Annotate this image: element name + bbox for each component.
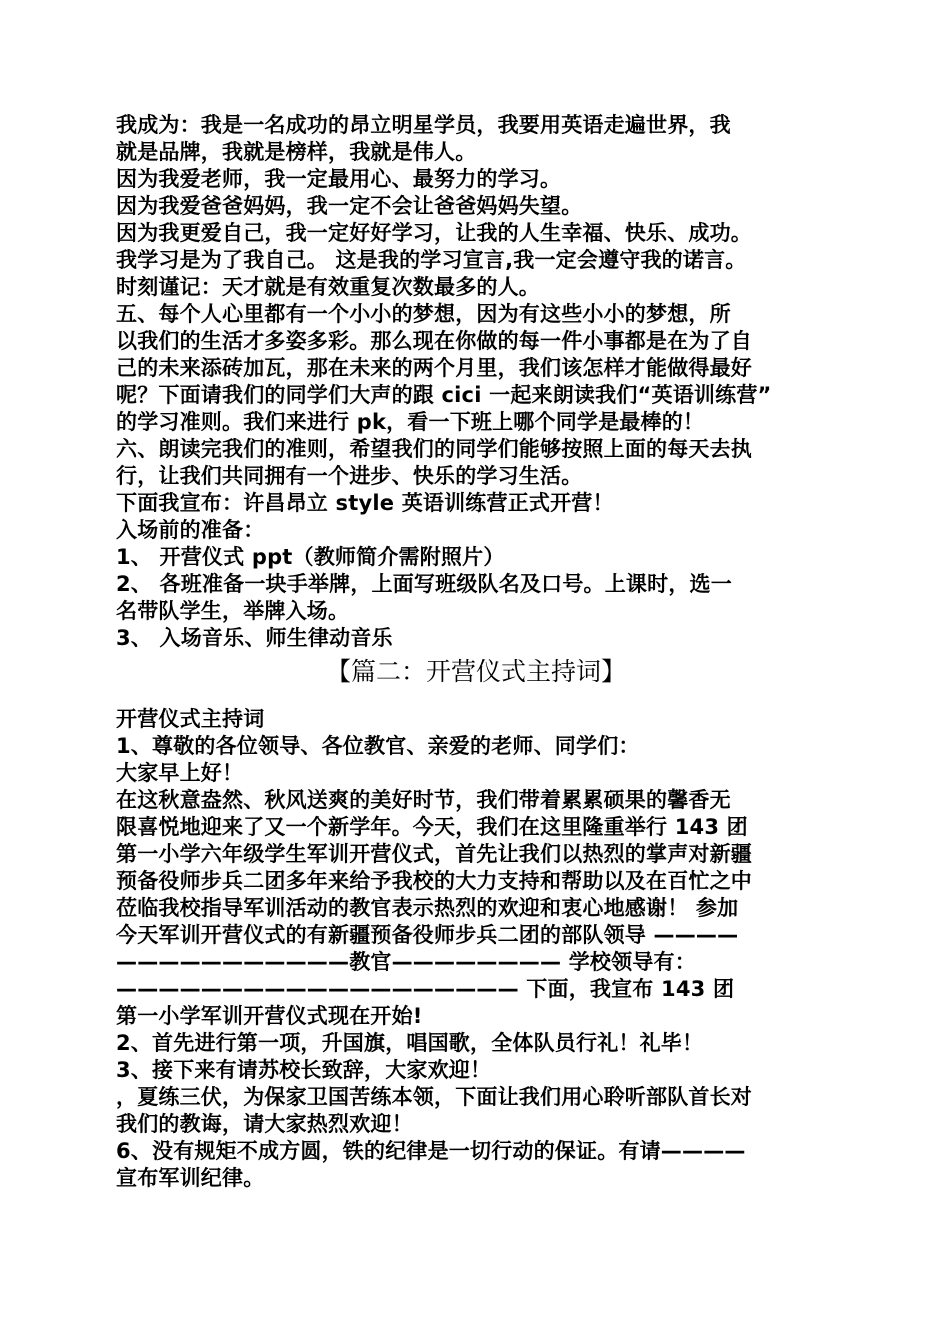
text-line: 宣布军训纪律。 (116, 1166, 265, 1190)
text-line: 名带队学生，举牌入场。 (116, 599, 350, 623)
text-line: 下面我宣布：许昌昂立 style 英语训练营正式开营！ (116, 491, 614, 515)
text-line: 入场前的准备： (116, 518, 265, 542)
text-line: 开营仪式主持词 (116, 707, 265, 731)
text-line: 行，让我们共同拥有一个进步、快乐的学习生活。 (116, 464, 583, 488)
text-line: 2、首先进行第一项，升国旗，唱国歌，全体队员行礼！礼毕！ (116, 1031, 704, 1055)
text-line: 2、 各班准备一块手举牌，上面写班级队名及口号。上课时，选一 (116, 572, 732, 596)
text-line: 3、 入场音乐、师生律动音乐 (116, 626, 393, 650)
text-line: 我成为：我是一名成功的昂立明星学员，我要用英语走遍世界，我 (116, 113, 731, 137)
text-line: 时刻谨记：天才就是有效重复次数最多的人。 (116, 275, 540, 299)
spacer (116, 692, 836, 706)
text-line: 6、没有规矩不成方圆，铁的纪律是一切行动的保证。有请———— (116, 1139, 746, 1163)
text-line: 呢？下面请我们的同学们大声的跟 cici 一起来朗读我们“英语训练营” (116, 383, 772, 407)
text-line: 1、 开营仪式 ppt（教师简介需附照片） (116, 545, 505, 569)
text-line: 在这秋意盎然、秋风送爽的美好时节，我们带着累累硕果的馨香无 (116, 788, 731, 812)
document-page (116, 112, 836, 1192)
section-1 (116, 112, 836, 652)
text-line: 五、每个人心里都有一个小小的梦想，因为有这些小小的梦想，所 (116, 302, 731, 326)
text-line: 今天军训开营仪式的有新疆预备役师步兵二团的部队领导 ———— (116, 923, 739, 947)
text-line: ，夏练三伏，为保家卫国苦练本领，下面让我们用心聆听部队首长对 (116, 1085, 752, 1109)
text-line: 己的未来添砖加瓦，那在未来的两个月里，我们该怎样才能做得最好 (116, 356, 752, 380)
text-line: 大家早上好！ (116, 761, 244, 785)
text-line: 莅临我校指导军训活动的教官表示热烈的欢迎和衷心地感谢！ 参加 (116, 896, 739, 920)
text-line: 第一小学军训开营仪式现在开始! (116, 1004, 423, 1028)
text-line: ———————————教官———————— 学校领导有： (116, 950, 696, 974)
text-line: 我们的教诲，请大家热烈欢迎！ (116, 1112, 413, 1136)
text-line: 因为我更爱自己，我一定好好学习，让我的人生幸福、快乐、成功。 (116, 221, 752, 245)
text-line: 第一小学六年级学生军训开营仪式，首先让我们以热烈的掌声对新疆 (116, 842, 752, 866)
text-line: 我学习是为了我自己。 这是我的学习宣言,我一定会遵守我的诺言。 (116, 248, 747, 272)
text-line: ——————————————————— 下面，我宣布 143 团 (116, 977, 735, 1001)
text-line: 因为我爱爸爸妈妈，我一定不会让爸爸妈妈失望。 (116, 194, 583, 218)
text-line: 六、朗读完我们的准则，希望我们的同学们能够按照上面的每天去执 (116, 437, 752, 461)
text-line: 的学习准则。我们来进行 pk，看一下班上哪个同学是最棒的！ (116, 410, 705, 434)
text-line: 预备役师步兵二团多年来给予我校的大力支持和帮助以及在百忙之中 (116, 869, 752, 893)
text-line: 1、尊敬的各位领导、各位教官、亲爱的老师、同学们： (116, 734, 640, 758)
text-line: 以我们的生活才多姿多彩。那么现在你做的每一件小事都是在为了自 (116, 329, 752, 353)
text-line: 3、接下来有请苏校长致辞，大家欢迎！ (116, 1058, 492, 1082)
section-2 (116, 706, 836, 1192)
text-line: 因为我爱老师，我一定最用心、最努力的学习。 (116, 167, 562, 191)
text-line: 就是品牌，我就是榜样，我就是伟人。 (116, 140, 477, 164)
text-line: 限喜悦地迎来了又一个新学年。今天，我们在这里隆重举行 143 团 (116, 815, 748, 839)
section-heading: 【篇二：开营仪式主持词】 (325, 657, 626, 686)
